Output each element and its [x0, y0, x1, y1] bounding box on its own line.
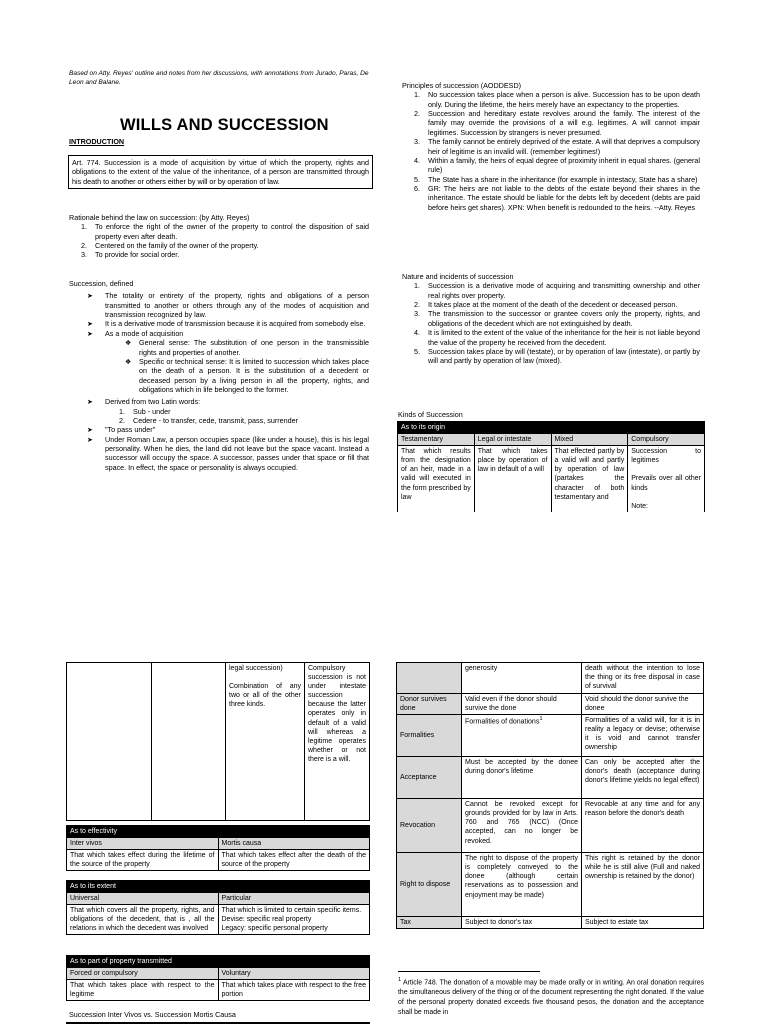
list-item: ➤ "To pass under"	[87, 425, 156, 435]
table-cell: That which takes effect after the death of the source of the property	[218, 850, 370, 871]
list-item: 2. Centered on the family of the owner of the property.	[81, 241, 259, 251]
footnote-rule	[398, 971, 540, 972]
table-cell: That which takes place with respect to the free portion	[218, 980, 370, 1001]
kinds-origin-table-continued	[66, 662, 370, 821]
diamond-bullet-icon: ❖	[125, 338, 132, 348]
list-item: 5. Succession takes place by will (testate), or by operation of law (intestate), or partly by will and partly by operation of law (mixed).	[414, 346, 700, 366]
list-item: ❖ General sense: The substitution of one person in the transmissible rights and properties of another.	[125, 338, 369, 357]
table-cell: Void should the donor survive the donee	[582, 694, 704, 715]
nature-section	[402, 272, 700, 366]
intro-heading: INTRODUCTION	[69, 137, 125, 146]
table-cell: That effected partly by a valid will and partly by operation of law (partakes the character of both testamentary and	[551, 446, 628, 512]
list-item: ➤ The totality or entirety of the property, rights and obligations of a person transmitted to another or others through any of the modes of acquisition and transmission recognized by law.	[87, 291, 369, 320]
list-item: ❖ Specific or technical sense: It is limited to succession which takes place on the death of a person. It is the substitution of a decedent or deceased person by a living person in all the property, rights, and obligations which in life belonged to the former.	[125, 356, 369, 394]
table-cell: Valid even if the donor should survive the done	[462, 694, 582, 715]
list-item: 1. No succession takes place when a person is alive. Succession has to be upon death only. During the lifetime, the heirs merely have an expectancy to the properties.	[414, 90, 700, 109]
table-cell	[152, 663, 226, 821]
rationale-list	[69, 222, 369, 259]
table-cell: That which takes place by operation of law in default of a will	[474, 446, 551, 512]
list-item: ➤ As a mode of acquisition ❖ General sense: The substitution of one person in the transmissible rights and properties of another. ❖ Specific or technical sense: It is limited to succession which takes place on the death of a person. It is the substitution of a decedent or deceased person by a living person in all the property, rights, and obligations which in life belonged to the former.	[87, 328, 369, 394]
table-cell: generosity	[462, 663, 582, 694]
arrow-bullet-icon: ➤	[87, 434, 94, 444]
definition-list	[69, 291, 369, 472]
arrow-bullet-icon: ➤	[87, 425, 94, 435]
list-item: ➤ Under Roman Law, a person occupies space (like under a house), this is his legal personality. When he dies, the land did not leave but the space vacant. Instead a successor will occupy the space. A successor, passes under that space or fill that space. In effect, the space or personality is always occupied.	[87, 434, 369, 472]
table-cell: That which results from the designation of an heir, made in a valid will executed in the form prescribed by law	[398, 446, 475, 512]
principles-section	[402, 81, 700, 212]
table-header: Universal	[67, 893, 219, 905]
table-cell: That which is limited to certain specific items. Devise: specific real property Legacy: specific personal property	[218, 905, 370, 935]
table-cell: Cannot be revoked except for grounds provided for by law in Arts. 760 and 765 (NCC) (Once accepted, can no longer be revoked.	[462, 799, 582, 853]
table-cell: The right to dispose of the property is completely conveyed to the donee (although certain reservations as to possession and enjoyment may be made)	[462, 853, 582, 917]
row-header: Tax	[397, 917, 462, 929]
table-bar: As to its origin	[398, 422, 705, 434]
page-2	[0, 512, 768, 1024]
table-header: Particular	[218, 893, 370, 905]
table-header: Compulsory	[628, 434, 705, 446]
table-cell: Compulsory succession is not under intestate succession because the latter operates only in default of a valid will whereas a legitime operates whether or not there is a will.	[305, 663, 370, 821]
principles-list	[402, 90, 700, 212]
list-item: 4. Within a family, the heirs of equal degree of proximity inherit in equal shares. (general rule)	[414, 155, 700, 175]
effectivity-table	[66, 825, 370, 871]
row-header: Revocation	[397, 799, 462, 853]
rationale-heading: Rationale behind the law on succession: (by Atty. Reyes)	[69, 213, 250, 222]
arrow-bullet-icon: ➤	[87, 397, 94, 407]
table-bar: As to effectivity	[67, 826, 370, 838]
table-cell: death without the intention to lose the thing or its free disposal in case of survival	[582, 663, 704, 694]
arrow-bullet-icon: ➤	[87, 291, 94, 301]
list-item: 1. Sub - under	[119, 406, 171, 416]
table-cell: Formalities of a valid will, for it is in reality a legacy or devise; otherwise it is void and cannot transfer ownership	[582, 715, 704, 757]
table-cell: Subject to estate tax	[582, 917, 704, 929]
list-item: 5. The State has a share in the inheritance (for example in intestacy, State has a share)	[414, 174, 698, 184]
document-title: WILLS AND SUCCESSION	[120, 116, 329, 134]
source-note: Based on Atty. Reyes' outline and notes from her discussions, with annotations from Jurado, Paras, De Leon and Balane.	[69, 70, 369, 86]
latin-sublist	[111, 407, 369, 426]
table-bar: As to part of property transmitted	[67, 956, 370, 968]
extent-table	[66, 880, 370, 935]
table-header: Inter vivos	[67, 838, 219, 850]
list-item: ➤ Derived from two Latin words: 1. Sub - under 2. Cedere - to transfer, cede, transmit, pass, surrender	[69, 397, 369, 425]
row-header: Right to dispose	[397, 853, 462, 917]
footnote: $^1$ Article 748. The donation of a movable may be made orally or in writing. An oral donation requires the simultaneous delivery of the thing or of the document representing the right donated. If the value of the personal property donated exceeds five thousand pesos, the donation and the acceptance shall be made in	[398, 977, 704, 1017]
vs-heading: Succession Inter Vivos vs. Succession Mortis Causa	[69, 1010, 236, 1019]
mode-sublist	[117, 338, 369, 394]
list-item: 4. It is limited to the extent of the value of the inheritance for the heir is not liable beyond the value of the property he received from the decedent.	[414, 328, 700, 347]
table-cell: Must be accepted by the donee during donor's lifetime	[462, 757, 582, 799]
list-item: 1. Succession is a derivative mode of acquiring and transmitting ownership and other real rights over property.	[414, 281, 700, 300]
list-item: 1. To enforce the right of the owner of the property to control the disposition of said property even after death.	[81, 222, 369, 241]
table-cell: That which takes place with respect to the legitime	[67, 980, 219, 1001]
arrow-bullet-icon: ➤	[87, 328, 94, 338]
part-table	[66, 955, 370, 1001]
definition-heading: Succession, defined	[69, 279, 134, 288]
list-item: 2. Cedere - to transfer, cede, transmit, pass, surrender	[119, 416, 298, 426]
list-item: 6. GR: The heirs are not liable to the debts of the estate beyond their shares in the inheritance. The estate should be liable for the debts left by decedent (debts are paid before heirs get shares). XPN: When benefit is redounded to the heirs. --Atty. Reyes	[414, 183, 700, 212]
table-header: Testamentary	[398, 434, 475, 446]
row-header: Donor survives done	[397, 694, 462, 715]
table-bar: As to its extent	[67, 881, 370, 893]
table-header: Forced or compulsory	[67, 968, 219, 980]
table-header: Mixed	[551, 434, 628, 446]
list-item: 3. The family cannot be entirely deprived of the estate. A will that deprives a compulsory heir of legitime is an invalid will. (remember legitimes!)	[414, 137, 700, 156]
art-774-box: Art. 774. Succession is a mode of acquisition by virtue of which the property, rights and obligations to the extent of the value of the inheritance, of a person are transmitted through his death to another or others either by will or by operation of law.	[68, 155, 373, 189]
list-item: ➤ It is a derivative mode of transmission because it is acquired from somebody else.	[87, 319, 366, 329]
table-header: Legal or intestate	[474, 434, 551, 446]
footnote-marker: 1	[539, 716, 543, 723]
table-header: Voluntary	[218, 968, 370, 980]
table-cell: legal succession) Combination of any two or all of the other three kinds.	[226, 663, 305, 821]
table-cell: Subject to donor's tax	[462, 917, 582, 929]
list-item: 2. It takes place at the moment of the death of the decedent or deceased person.	[414, 300, 678, 310]
table-cell: Formalities of donations$^1$	[462, 715, 582, 757]
kinds-origin-table	[397, 421, 705, 512]
nature-heading: Nature and incidents of succession	[402, 272, 514, 281]
table-cell	[67, 663, 152, 821]
rationale-section	[69, 213, 369, 260]
table-cell: That which covers all the property, rights, and obligations of the decedent, that is , all the relations in which the decedent was involved	[67, 905, 219, 935]
list-item: 3. To provide for social order.	[81, 250, 180, 260]
kinds-heading: Kinds of Succession	[398, 410, 463, 419]
list-item: 2. Succession and hereditary estate revolves around the family. The interest of the family may override the provisions of a will e.g. legitimes. A will cannot impair legitimes. Succession by strangers is never presumed.	[414, 109, 700, 137]
list-item: 3. The transmission to the successor or grantee covers only the property, rights, and obligations of the decedent which are not extinguished by death.	[414, 309, 700, 328]
table-cell: This right is retained by the donor while he is still alive (Full and naked ownership is retained by the donor)	[582, 853, 704, 917]
table-cell: That which takes effect during the lifetime of the source of the property	[67, 850, 219, 871]
row-header: Acceptance	[397, 757, 462, 799]
nature-list	[402, 281, 700, 365]
arrow-bullet-icon: ➤	[87, 319, 94, 329]
footnote-number: 1	[398, 977, 402, 983]
table-cell: Revocable at any time and for any reason before the donor's death	[582, 799, 704, 853]
row-header	[397, 663, 462, 694]
row-header: Formalities	[397, 715, 462, 757]
table-cell: Succession to legitimes Prevails over all other kinds Note:	[628, 446, 705, 512]
definition-section	[69, 279, 369, 472]
table-header: Mortis causa	[218, 838, 370, 850]
diamond-bullet-icon: ❖	[125, 356, 132, 366]
table-cell: Can only be accepted after the donor's death (acceptance during donor's lifetime yields no legal effect)	[582, 757, 704, 799]
inter-vivos-vs-mortis-causa-table	[396, 662, 704, 929]
principles-heading: Principles of succession (AODDESD)	[402, 81, 522, 90]
